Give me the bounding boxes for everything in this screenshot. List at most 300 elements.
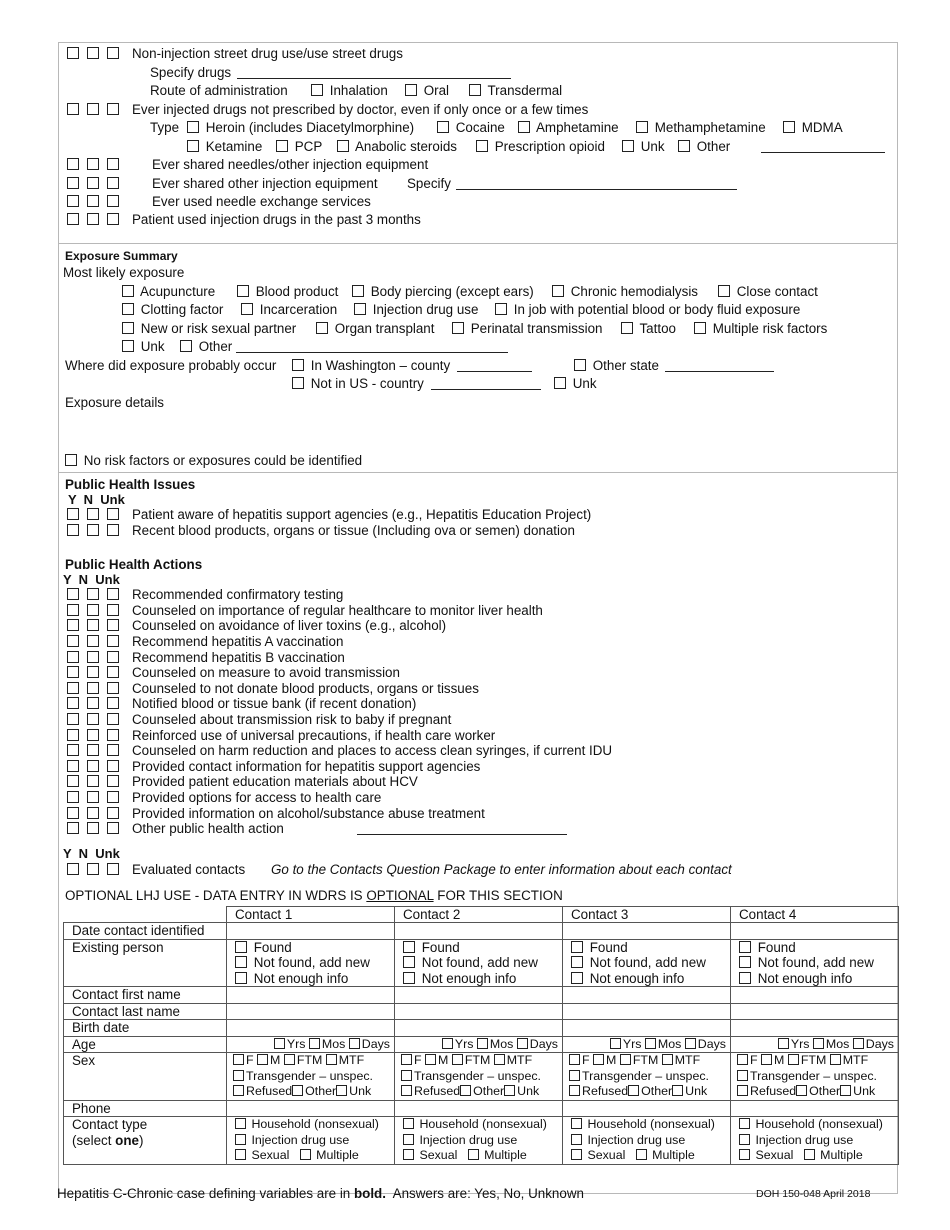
unk-checkbox[interactable] [107, 588, 119, 600]
other-state-field[interactable] [665, 359, 774, 372]
acupuncture-checkbox[interactable] [122, 285, 134, 297]
unk-checkbox[interactable] [107, 713, 119, 725]
unk-checkbox[interactable] [107, 213, 119, 225]
yes-checkbox[interactable] [67, 713, 79, 725]
sex-option-label: FTM [464, 1053, 491, 1068]
ph-action-item-label: Recommended confirmatory testing [132, 587, 344, 603]
yes-checkbox[interactable] [67, 103, 79, 115]
unk-checkbox[interactable] [107, 635, 119, 647]
not-in-us-checkbox[interactable] [292, 377, 304, 389]
first-name-cell[interactable] [563, 987, 731, 1004]
yes-checkbox[interactable] [67, 508, 79, 520]
exposure-summary-title [59, 247, 897, 264]
sex-option-label: Refused [582, 1084, 629, 1099]
type-label: Type [150, 120, 180, 135]
yes-checkbox[interactable] [67, 635, 79, 647]
other-checkbox[interactable] [678, 140, 690, 152]
ph-issue-item-label: Patient aware of hepatitis support agencies (e.g., Hepatitis Education Project) [132, 507, 592, 522]
exposure-row-4 [59, 338, 897, 357]
select-one: one [115, 1132, 139, 1148]
ph-issues-title-text: Public Health Issues [65, 477, 196, 492]
sex-option-checkbox[interactable] [425, 1054, 436, 1065]
amphetamine-checkbox[interactable] [518, 121, 530, 133]
sex-option-checkbox[interactable] [796, 1085, 807, 1096]
sex-option-checkbox[interactable] [840, 1085, 851, 1096]
most-likely-row [59, 264, 897, 283]
mdma-checkbox[interactable] [783, 121, 795, 133]
existing-option-checkbox[interactable] [571, 956, 583, 968]
no-checkbox[interactable] [87, 744, 99, 756]
unk-checkbox[interactable] [622, 140, 634, 152]
sex-option-checkbox[interactable] [284, 1054, 295, 1065]
in-washington-checkbox[interactable] [292, 359, 304, 371]
existing-option-checkbox[interactable] [571, 972, 583, 984]
no-checkbox[interactable] [87, 619, 99, 631]
ph-action-item [59, 790, 897, 806]
birth-date-cell[interactable] [395, 1020, 563, 1037]
exposure-details-label: Exposure details [65, 394, 164, 410]
sex-option-checkbox[interactable] [257, 1054, 268, 1065]
multiple-checkbox[interactable] [804, 1149, 815, 1160]
age-unit-checkbox[interactable] [274, 1038, 285, 1049]
yes-checkbox[interactable] [67, 822, 79, 834]
unk-checkbox[interactable] [107, 177, 119, 189]
yes-checkbox[interactable] [67, 682, 79, 694]
unk-checkbox[interactable] [107, 807, 119, 819]
no-checkbox[interactable] [87, 775, 99, 787]
first-name-cell[interactable] [395, 987, 563, 1004]
transgender-checkbox[interactable] [233, 1070, 244, 1081]
ph-issues-title [59, 477, 897, 493]
unk-checkbox[interactable] [107, 791, 119, 803]
existing-person-cell [395, 939, 563, 987]
tattoo-checkbox[interactable] [621, 322, 633, 334]
unk-checkbox[interactable] [107, 729, 119, 741]
birth-date-cell[interactable] [563, 1020, 731, 1037]
unk-checkbox[interactable] [554, 377, 566, 389]
specify-drugs-field[interactable] [237, 66, 511, 79]
unk-checkbox[interactable] [107, 524, 119, 536]
no-checkbox[interactable] [87, 158, 99, 170]
sex-option-label: FTM [800, 1053, 827, 1068]
other-action-field[interactable] [357, 822, 567, 835]
transgender-label: Transgender – unspec. [246, 1068, 373, 1083]
unk-label: Unk [640, 138, 665, 154]
sex-option-checkbox[interactable] [504, 1085, 515, 1096]
no-risk-label: No risk factors or exposures could be identified [83, 453, 363, 468]
multiple-label: Multiple [484, 1148, 527, 1163]
age-unit-checkbox[interactable] [813, 1038, 824, 1049]
other-drug-field[interactable] [761, 140, 885, 153]
in-washington-label: In Washington – county [310, 357, 451, 373]
no-checkbox[interactable] [87, 508, 99, 520]
yes-checkbox[interactable] [67, 697, 79, 709]
existing-option-checkbox[interactable] [739, 972, 751, 984]
incarceration-checkbox[interactable] [241, 303, 253, 315]
existing-option-checkbox[interactable] [403, 941, 415, 953]
sex-option-checkbox[interactable] [569, 1054, 580, 1065]
injection-drug-use-checkbox[interactable] [739, 1134, 750, 1145]
no-checkbox[interactable] [87, 524, 99, 536]
age-unit-checkbox[interactable] [685, 1038, 696, 1049]
first-name-cell[interactable] [731, 987, 899, 1004]
no-checkbox[interactable] [87, 791, 99, 803]
cocaine-checkbox[interactable] [437, 121, 449, 133]
anabolic-steroids-checkbox[interactable] [337, 140, 349, 152]
ph-issues-ynu [59, 493, 897, 507]
age-unit-checkbox[interactable] [309, 1038, 320, 1049]
yes-checkbox[interactable] [67, 47, 79, 59]
yes-checkbox[interactable] [67, 158, 79, 170]
unk-checkbox[interactable] [107, 666, 119, 678]
existing-option-label: Not enough info [253, 970, 349, 986]
sex-option-checkbox[interactable] [620, 1054, 631, 1065]
prescription-opioid-checkbox[interactable] [476, 140, 488, 152]
injection-drug-use-checkbox[interactable] [354, 303, 366, 315]
last-name-cell[interactable] [227, 1003, 395, 1020]
inhalation-label: Inhalation [329, 83, 388, 98]
injection-drug-use-checkbox[interactable] [571, 1134, 582, 1145]
injection-drug-use-label: Injection drug use [755, 1132, 854, 1147]
transgender-checkbox[interactable] [569, 1070, 580, 1081]
unk-checkbox[interactable] [107, 619, 119, 631]
age-cell [395, 1036, 563, 1053]
ph-actions-title-text: Public Health Actions [65, 557, 203, 573]
existing-option-checkbox[interactable] [235, 941, 247, 953]
unk-checkbox[interactable] [107, 103, 119, 115]
yes-checkbox[interactable] [67, 863, 79, 875]
heroin-checkbox[interactable] [187, 121, 199, 133]
sex-option-checkbox[interactable] [662, 1054, 673, 1065]
sexual-checkbox[interactable] [403, 1149, 414, 1160]
yes-checkbox[interactable] [67, 791, 79, 803]
pcp-checkbox[interactable] [276, 140, 288, 152]
yes-checkbox[interactable] [67, 604, 79, 616]
yes-checkbox[interactable] [67, 524, 79, 536]
age-cell [731, 1036, 899, 1053]
sex-option-checkbox[interactable] [233, 1054, 244, 1065]
acupuncture-label: Acupuncture [139, 283, 216, 299]
no-checkbox[interactable] [87, 807, 99, 819]
date-cell[interactable] [731, 923, 899, 940]
needle-exchange-row [59, 193, 897, 212]
last-name-cell[interactable] [395, 1003, 563, 1020]
sex-option-checkbox[interactable] [593, 1054, 604, 1065]
transdermal-checkbox[interactable] [469, 84, 481, 96]
no-checkbox[interactable] [87, 651, 99, 663]
header-blank [64, 906, 227, 923]
ph-action-item-label: Recommend hepatitis A vaccination [132, 633, 344, 649]
multiple-risk-checkbox[interactable] [694, 322, 706, 334]
yes-checkbox[interactable] [67, 729, 79, 741]
age-unit-checkbox[interactable] [349, 1038, 360, 1049]
sexual-partner-checkbox[interactable] [122, 322, 134, 334]
unk-checkbox[interactable] [107, 651, 119, 663]
first-name-cell[interactable] [227, 987, 395, 1004]
close-contact-checkbox[interactable] [718, 285, 730, 297]
multiple-checkbox[interactable] [300, 1149, 311, 1160]
unk-checkbox[interactable] [107, 697, 119, 709]
no-checkbox[interactable] [87, 177, 99, 189]
age-unit-label: Mos [489, 1036, 514, 1051]
other-exposure-field[interactable] [236, 340, 508, 353]
no-checkbox[interactable] [87, 635, 99, 647]
no-checkbox[interactable] [87, 588, 99, 600]
sex-option-label: Unk [853, 1084, 876, 1099]
organ-transplant-checkbox[interactable] [316, 322, 328, 334]
unk-checkbox[interactable] [107, 822, 119, 834]
oral-checkbox[interactable] [405, 84, 417, 96]
methamphetamine-checkbox[interactable] [636, 121, 648, 133]
specify-drugs-label: Specify drugs [150, 64, 232, 80]
ph-action-item [59, 650, 897, 666]
existing-option-checkbox[interactable] [739, 941, 751, 953]
ynu-header: Y N Unk [63, 845, 120, 861]
exposure-summary-title-text: Exposure Summary [65, 249, 178, 263]
evaluated-contacts-label: Evaluated contacts [132, 861, 246, 877]
sex-option-checkbox[interactable] [460, 1085, 471, 1096]
ph-action-item-label: Counseled on importance of regular healthcare to monitor liver health [132, 602, 543, 618]
existing-option-checkbox[interactable] [235, 956, 247, 968]
ph-issues-list [59, 507, 897, 538]
transgender-label: Transgender – unspec. [582, 1068, 709, 1083]
sexual-checkbox[interactable] [235, 1149, 246, 1160]
multiple-checkbox[interactable] [468, 1149, 479, 1160]
sex-option-checkbox[interactable] [737, 1054, 748, 1065]
age-unit-checkbox[interactable] [517, 1038, 528, 1049]
non-injection-row [59, 45, 897, 64]
transgender-checkbox[interactable] [737, 1070, 748, 1081]
injection-drug-use-checkbox[interactable] [403, 1134, 414, 1145]
route-label: Route of administration [150, 83, 288, 98]
no-checkbox[interactable] [87, 47, 99, 59]
ph-action-item [59, 603, 897, 619]
sex-option-label: M [774, 1053, 785, 1068]
yes-checkbox[interactable] [67, 744, 79, 756]
sex-option-label: Unk [685, 1084, 708, 1099]
yes-checkbox[interactable] [67, 651, 79, 663]
age-unit-label: Mos [825, 1036, 850, 1051]
body-piercing-checkbox[interactable] [352, 285, 364, 297]
ph-action-item [59, 821, 897, 837]
drug-type-row-1 [59, 119, 897, 138]
ph-action-item-label: Provided options for access to health care [132, 789, 382, 805]
existing-option-checkbox[interactable] [403, 956, 415, 968]
optional-pre: OPTIONAL LHJ USE - DATA ENTRY IN WDRS IS [65, 888, 367, 904]
yes-checkbox[interactable] [67, 807, 79, 819]
age-cell [227, 1036, 395, 1053]
unk-checkbox[interactable] [107, 604, 119, 616]
household-checkbox[interactable] [403, 1118, 414, 1129]
contact-type-label: Contact type [72, 1117, 148, 1133]
exposure-details-area[interactable] [59, 412, 897, 452]
clotting-factor-checkbox[interactable] [122, 303, 134, 315]
unk-checkbox[interactable] [107, 508, 119, 520]
yes-checkbox[interactable] [67, 619, 79, 631]
phone-cell[interactable] [227, 1100, 395, 1117]
route-row [59, 82, 897, 101]
no-checkbox[interactable] [87, 697, 99, 709]
exposure-row-2 [59, 301, 897, 320]
date-cell[interactable] [563, 923, 731, 940]
sex-option-checkbox[interactable] [737, 1085, 748, 1096]
birth-date-cell[interactable] [731, 1020, 899, 1037]
ph-action-item [59, 696, 897, 712]
job-exposure-checkbox[interactable] [495, 303, 507, 315]
perinatal-checkbox[interactable] [452, 322, 464, 334]
yes-checkbox[interactable] [67, 195, 79, 207]
unk-checkbox[interactable] [107, 775, 119, 787]
no-checkbox[interactable] [87, 103, 99, 115]
chronic-hemodialysis-label: Chronic hemodialysis [570, 283, 698, 299]
ph-action-item [59, 759, 897, 775]
sex-option-checkbox[interactable] [788, 1054, 799, 1065]
chronic-hemodialysis-checkbox[interactable] [552, 285, 564, 297]
sex-option-label: MTF [674, 1053, 701, 1068]
ketamine-checkbox[interactable] [187, 140, 199, 152]
sex-option-checkbox[interactable] [569, 1085, 580, 1096]
birth-date-cell[interactable] [227, 1020, 395, 1037]
unk-checkbox[interactable] [107, 47, 119, 59]
household-checkbox[interactable] [235, 1118, 246, 1129]
unk-checkbox[interactable] [107, 195, 119, 207]
existing-option-checkbox[interactable] [571, 941, 583, 953]
no-checkbox[interactable] [87, 760, 99, 772]
sex-option-checkbox[interactable] [761, 1054, 772, 1065]
transgender-label: Transgender – unspec. [750, 1068, 877, 1083]
last-name-cell[interactable] [731, 1003, 899, 1020]
methamphetamine-label: Methamphetamine [654, 120, 766, 135]
date-cell[interactable] [395, 923, 563, 940]
no-checkbox[interactable] [87, 195, 99, 207]
no-risk-checkbox[interactable] [65, 454, 77, 466]
yes-checkbox[interactable] [67, 177, 79, 189]
inhalation-checkbox[interactable] [311, 84, 323, 96]
contact-type-cell [395, 1117, 563, 1165]
sex-option-checkbox[interactable] [292, 1085, 303, 1096]
no-checkbox[interactable] [87, 213, 99, 225]
ph-action-item-label: Provided contact information for hepatitis support agencies [132, 758, 481, 774]
existing-option-checkbox[interactable] [739, 956, 751, 968]
sex-option-checkbox[interactable] [326, 1054, 337, 1065]
unk-checkbox[interactable] [107, 682, 119, 694]
sexual-checkbox[interactable] [571, 1149, 582, 1160]
age-unit-label: Yrs [790, 1036, 810, 1051]
sex-option-checkbox[interactable] [672, 1085, 683, 1096]
specify-equipment-field[interactable] [456, 177, 737, 190]
no-checkbox[interactable] [87, 822, 99, 834]
sex-option-checkbox[interactable] [401, 1085, 412, 1096]
other-checkbox[interactable] [180, 340, 192, 352]
unk-checkbox[interactable] [107, 760, 119, 772]
country-field[interactable] [431, 377, 541, 390]
blood-product-label: Blood product [255, 283, 339, 299]
ph-action-item [59, 712, 897, 728]
date-cell[interactable] [227, 923, 395, 940]
ph-actions-list [59, 587, 897, 837]
unk-checkbox[interactable] [122, 340, 134, 352]
phone-cell[interactable] [563, 1100, 731, 1117]
sex-option-checkbox[interactable] [233, 1085, 244, 1096]
household-label: Household (nonsexual) [251, 1117, 379, 1132]
yes-checkbox[interactable] [67, 760, 79, 772]
sex-option-label: Refused [750, 1084, 797, 1099]
sex-option-checkbox[interactable] [452, 1054, 463, 1065]
household-checkbox[interactable] [739, 1118, 750, 1129]
county-field[interactable] [457, 359, 532, 372]
existing-option-checkbox[interactable] [403, 972, 415, 984]
multiple-checkbox[interactable] [636, 1149, 647, 1160]
sex-option-checkbox[interactable] [494, 1054, 505, 1065]
existing-option-checkbox[interactable] [235, 972, 247, 984]
yes-checkbox[interactable] [67, 588, 79, 600]
injection-drug-use-label: Injection drug use [251, 1132, 350, 1147]
multiple-label: Multiple [820, 1148, 863, 1163]
heroin-label: Heroin (includes Diacetylmorphine) [205, 120, 415, 135]
anabolic-steroids-label: Anabolic steroids [354, 138, 457, 154]
ph-action-item [59, 774, 897, 790]
sex-label: Sex [64, 1053, 227, 1101]
injection-drug-use-checkbox[interactable] [235, 1134, 246, 1145]
no-checkbox[interactable] [87, 863, 99, 875]
age-unit-label: Days [529, 1036, 558, 1051]
sex-cell [227, 1053, 395, 1101]
no-checkbox[interactable] [87, 729, 99, 741]
other-state-checkbox[interactable] [574, 359, 586, 371]
contact-type-cell [563, 1117, 731, 1165]
sex-option-checkbox[interactable] [628, 1085, 639, 1096]
sex-option-checkbox[interactable] [830, 1054, 841, 1065]
blood-product-checkbox[interactable] [237, 285, 249, 297]
contact-type-row [64, 1117, 899, 1165]
yes-checkbox[interactable] [67, 666, 79, 678]
no-checkbox[interactable] [87, 666, 99, 678]
last-name-cell[interactable] [563, 1003, 731, 1020]
age-unit-checkbox[interactable] [610, 1038, 621, 1049]
age-unit-checkbox[interactable] [477, 1038, 488, 1049]
sex-option-checkbox[interactable] [336, 1085, 347, 1096]
phone-cell[interactable] [395, 1100, 563, 1117]
age-unit-checkbox[interactable] [778, 1038, 789, 1049]
footer-bold: bold. [353, 1186, 386, 1201]
household-checkbox[interactable] [571, 1118, 582, 1129]
ph-actions-ynu [59, 573, 897, 587]
age-unit-checkbox[interactable] [853, 1038, 864, 1049]
sex-option-checkbox[interactable] [401, 1054, 412, 1065]
unk-checkbox[interactable] [107, 863, 119, 875]
sex-cell [731, 1053, 899, 1101]
yes-checkbox[interactable] [67, 213, 79, 225]
no-checkbox[interactable] [87, 713, 99, 725]
sex-option-label: Refused [414, 1084, 461, 1099]
unk-checkbox[interactable] [107, 744, 119, 756]
yes-checkbox[interactable] [67, 775, 79, 787]
public-health-section [59, 473, 897, 1193]
form-code: DOH 150-048 April 2018 [756, 1188, 871, 1200]
no-checkbox[interactable] [87, 682, 99, 694]
existing-option-label: Not found, add new [253, 955, 370, 971]
ever-injected-row [59, 101, 897, 120]
age-unit-checkbox[interactable] [442, 1038, 453, 1049]
transgender-checkbox[interactable] [401, 1070, 412, 1081]
age-unit-checkbox[interactable] [645, 1038, 656, 1049]
phone-cell[interactable] [731, 1100, 899, 1117]
unk-checkbox[interactable] [107, 158, 119, 170]
no-checkbox[interactable] [87, 604, 99, 616]
incarceration-label: Incarceration [259, 302, 338, 317]
ph-action-item [59, 587, 897, 603]
sexual-checkbox[interactable] [739, 1149, 750, 1160]
